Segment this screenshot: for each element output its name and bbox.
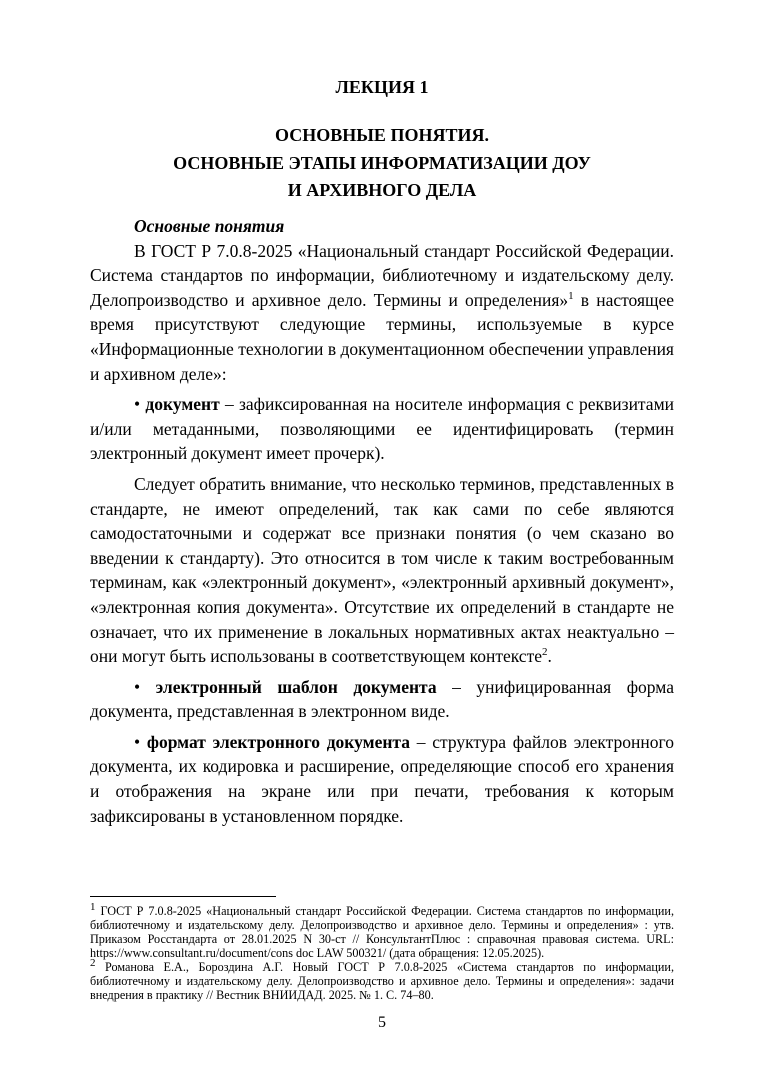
chapter-title-line-1: ОСНОВНЫЕ ПОНЯТИЯ. <box>275 125 489 145</box>
definition-item-format <box>90 730 674 828</box>
note-paragraph <box>90 472 674 669</box>
footnote-2 <box>90 956 674 1002</box>
definition-document: – зафиксированная на носителе информация с реквизитами и/или метаданными, позволяющими ее идентифицировать (термин электронный документ имеет прочерк). <box>90 394 675 464</box>
footnote-ref-2[interactable]: 2 <box>541 646 548 659</box>
section-heading: Основные понятия <box>134 216 285 236</box>
intro-text-continued: в настоящее время присутствуют следующие термины, используемые в курсе «Информационные технологии в документационном обеспечении управления и архивном деле»: <box>90 289 675 384</box>
definition-template: – унифицированная форма документа, представленная в электронном виде. <box>90 676 675 722</box>
chapter-title-line-2: ОСНОВНЫЕ ЭТАПЫ ИНФОРМАТИЗАЦИИ ДОУ <box>173 152 591 173</box>
definition-item-template <box>90 675 674 724</box>
chapter-title-line-3: И АРХИВНОГО ДЕЛА <box>287 180 477 200</box>
bullet-icon: • <box>134 394 141 415</box>
term-template: электронный шаблон документа <box>155 676 437 697</box>
term-format: формат электронного документа <box>146 731 410 752</box>
definition-item-document <box>90 392 674 466</box>
footnote-2-text: Романова Е.А., Бороздина А.Г. Новый ГОСТ Р 7.0.8-2025 «Система стандартов по информации, библиотечному и издательскому делу. Делопроизводство и архивное дело. Термины и определения»: задачи внедрения в практику // Вестник ВНИИДАД. 2025. № 1. С. 74–80. <box>90 960 674 1002</box>
page-number: 5 <box>378 1014 386 1031</box>
footnote-1-number: 1 <box>90 900 96 913</box>
note-text-end: . <box>547 646 552 667</box>
intro-paragraph <box>90 239 674 387</box>
footnote-divider <box>90 896 276 897</box>
bullet-icon: • <box>134 731 141 752</box>
note-text: Следует обратить внимание, что несколько терминов, представленных в стандарте, не имеют определений, так как сами по себе являются самодостаточными и содержат все признаки понятия (о чем сказано во введении к стандарту). Это относится в том числе к таким востребованным терминам, как «электронный документ», «электронный архивный документ», «электронная копия документа». Отсутствие их определений в стандарте не означает, что их применение в локальных нормативных актах неактуально – они могут быть использованы в соответствующем контексте <box>90 473 674 667</box>
term-document: документ <box>145 394 220 415</box>
footnote-ref-1[interactable]: 1 <box>568 289 574 302</box>
lecture-heading: ЛЕКЦИЯ 1 <box>335 77 429 97</box>
chapter-title <box>90 122 674 205</box>
footnote-1-text: ГОСТ Р 7.0.8-2025 «Национальный стандарт Российской Федерации. Система стандартов по информации, библиотечному и издательскому делу. Делопроизводство и архивное дело. Термины и определения» : утв. Приказом Росстандарта от 28.01.2025 N 30-ст // КонсультантПлюс : справочная правовая система. URL: https://www.consultant.ru/document/cons doc LAW 500321/ (дата обращения: 12.05.2025). <box>90 904 674 960</box>
definition-format: – структура файлов электронного документа, их кодировка и расширение, определяющие способ его хранения и отображения на экране или при печати, требования к которым зафиксированы в установленном порядке. <box>90 731 674 826</box>
intro-text: В ГОСТ Р 7.0.8-2025 «Национальный стандарт Российской Федерации. Система стандартов по информации, библиотечному и издательскому делу. Делопроизводство и архивное дело. Термины и определения» <box>90 240 674 310</box>
footnotes <box>90 900 674 1002</box>
footnote-2-number: 2 <box>90 956 96 969</box>
main-text <box>90 214 674 828</box>
footnote-1 <box>90 900 674 960</box>
bullet-icon: • <box>134 676 141 697</box>
